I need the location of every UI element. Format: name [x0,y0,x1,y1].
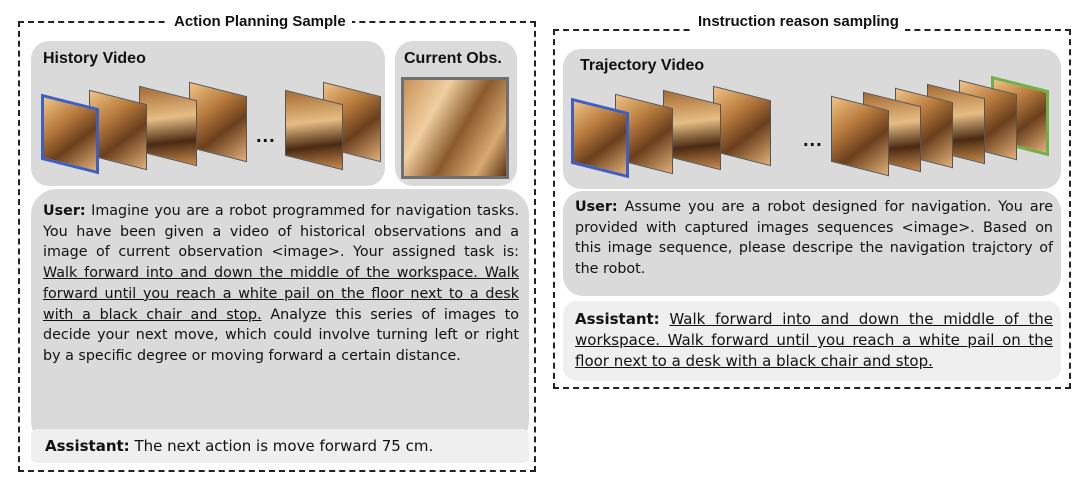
history-video-box [31,41,385,186]
user-prompt-box [31,189,529,447]
right-assistant-text [575,309,1053,372]
instruction-reason-panel [553,13,1071,389]
history-frame-first [41,94,99,174]
trajectory-frame [831,96,889,176]
user-text-part2: Analyze this series of images to decide your next move, which could involve turning left or right by a specific degree or moving forward a certain distance. [43,306,519,364]
user-task-instruction: Walk forward into and down the middle of the workspace. Walk forward until you reach a white pail on the floor next to a desk with a black chair and stop. [43,265,519,323]
trajectory-video-box [563,49,1061,189]
action-planning-title: Action Planning Sample [168,12,352,32]
trajectory-frame-first [571,98,629,178]
right-assistant-label: Assistant: [575,310,660,328]
right-user-prompt-box [563,191,1061,296]
assistant-response-text [45,436,525,457]
instruction-reason-title: Instruction reason sampling [692,12,905,32]
history-frame [189,82,247,162]
assistant-response-box [31,429,529,463]
current-obs-label: Current Obs. [404,50,502,67]
right-assistant-instruction: Walk forward into and down the middle of the workspace. Walk forward until you reach a white pail on the floor next to a desk with a black chair and stop. [575,310,1053,370]
assistant-label: Assistant: [45,437,130,455]
current-obs-box [395,41,517,186]
history-ellipsis: ... [256,125,276,147]
right-assistant-box [563,301,1061,381]
action-planning-panel [18,13,536,472]
history-video-label: History Video [43,50,146,67]
right-user-text: Assume you are a robot designed for navigation. You are provided with captured images sequences <image>. Based on this image sequence, please descripe the navigation trajctory of the robot. [575,199,1053,278]
trajectory-frame [713,86,771,166]
right-user-prompt-text [575,197,1053,280]
history-frame [285,90,343,170]
history-frame [139,86,197,166]
current-obs-image [401,77,509,179]
right-user-label: User: [575,199,618,215]
assistant-text: The next action is move forward 75 cm. [129,437,434,455]
trajectory-ellipsis: ... [803,129,823,151]
user-prompt-text [43,201,519,367]
user-text-part1: Imagine you are a robot programmed for navigation tasks. You have been given a video of historical observations and a image of current observation <image>. Your assigned task is: [43,203,519,261]
user-label: User: [43,203,86,219]
trajectory-video-label: Trajectory Video [580,57,705,74]
right-assistant-space [660,310,670,328]
